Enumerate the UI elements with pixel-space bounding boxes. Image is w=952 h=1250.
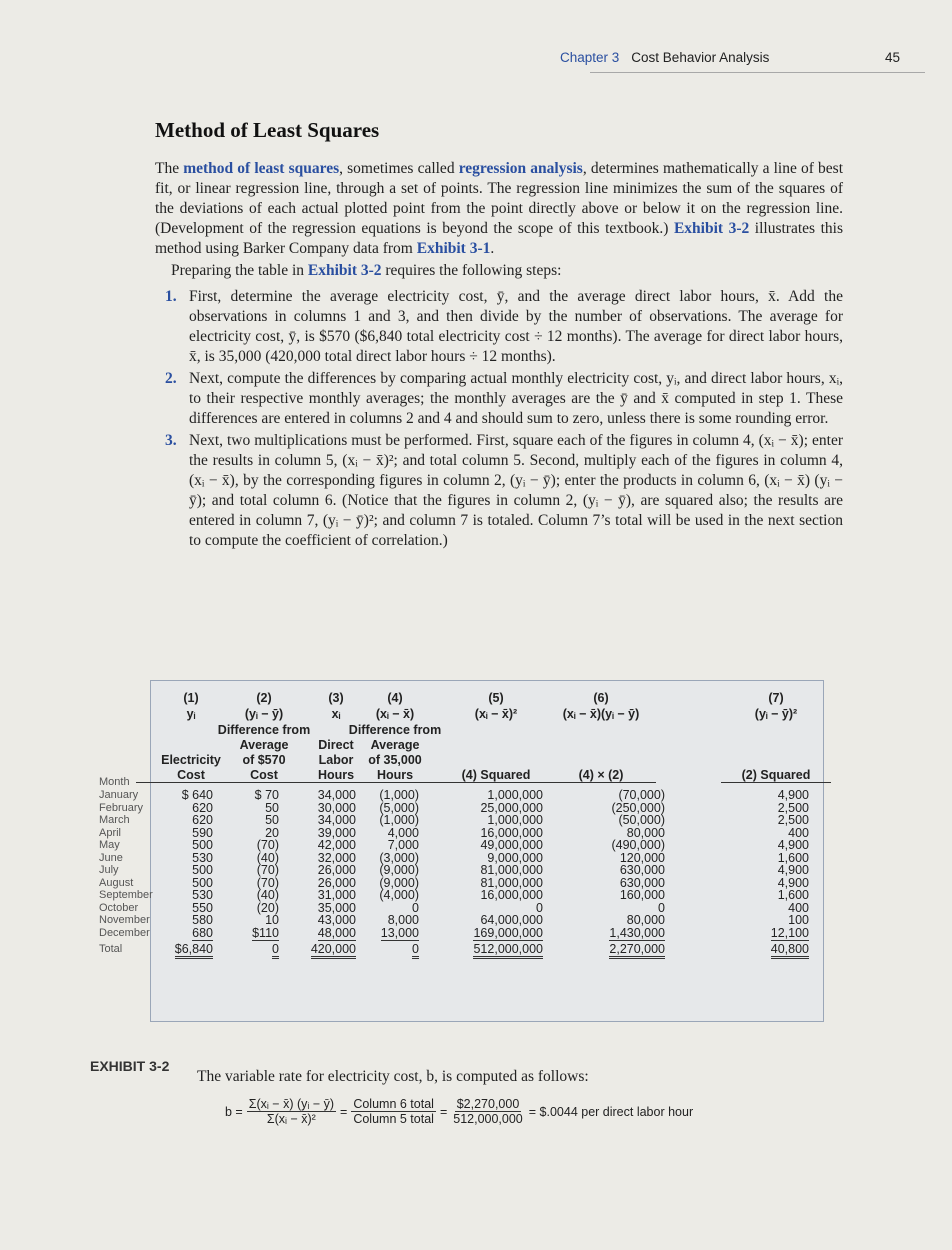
table-cell: 12,100	[770, 925, 809, 940]
month-label: March	[99, 814, 130, 826]
exhibit-table	[99, 680, 824, 1022]
formula-fraction-1: $\frac{\text{Σ(xᵢ − x̄) (yᵢ − ȳ)}}{\text{Σ(xᵢ − x̄)²}}$	[248, 1097, 335, 1126]
steps-intro: Preparing the table in Exhibit 3-2 requires the following steps:	[171, 262, 562, 279]
table-cell: 10	[265, 913, 279, 927]
term-regression: regression analysis	[458, 160, 583, 177]
column-symbol: (xᵢ − x̄)(yᵢ − ȳ)	[562, 707, 640, 721]
table-cell: (70)	[256, 838, 279, 852]
table-cell: 590	[192, 825, 213, 840]
table-cell: (3,000)	[379, 850, 419, 865]
chapter-label: Chapter 3	[560, 50, 620, 65]
chapter-title: Cost Behavior Analysis	[631, 50, 770, 65]
column-header-line: Cost	[209, 768, 319, 783]
table-cell: 4,900	[777, 875, 809, 890]
table-cell: 32,000	[317, 850, 356, 865]
page-number: 45	[884, 50, 900, 65]
column-header-line: of $570	[242, 753, 286, 767]
table-cell: 64,000,000	[480, 913, 543, 927]
table-cell: 0	[412, 900, 419, 915]
column-header-line: Average	[239, 738, 289, 752]
column-header-line: of 35,000	[368, 753, 422, 767]
month-label: June	[99, 851, 123, 864]
column-symbol: (xᵢ − x̄)²	[474, 707, 518, 721]
table-cell: 81,000,000	[480, 875, 543, 890]
exhibit-ref: Exhibit 3-2	[673, 220, 750, 237]
table-cell: (40)	[256, 850, 279, 865]
table-cell: 620	[192, 800, 213, 815]
section-content	[155, 118, 843, 553]
step-item: 1. First, determine the average electricity cost, ȳ, and the average direct labor hours, x̄. Add the observations in columns 1 and 3, and then divide by the number of observations. The average for electricity cost, ȳ, is $570 ($6,840 total electricity cost ÷ 12 months). The average for direct labor hours, x̄, is 35,000 (420,000 total direct labor hours ÷ 12 months).	[165, 288, 843, 365]
column-symbol: (xᵢ − x̄)	[375, 707, 415, 721]
table-total: 512,000,000	[473, 942, 543, 959]
table-cell: 1,600	[777, 850, 809, 865]
column-symbol: (yᵢ − ȳ)²	[754, 707, 798, 721]
table-cell: 1,000,000	[487, 788, 543, 802]
table-cell: 16,000,000	[480, 888, 543, 902]
column-header-line: Hours	[281, 768, 391, 783]
table-cell: 530	[192, 888, 213, 902]
month-header: Month	[99, 776, 130, 788]
table-cell: 34,000	[317, 788, 356, 802]
steps-list	[155, 287, 843, 551]
rate-text: The variable rate for electricity cost, b, is computed as follows:	[197, 1068, 589, 1085]
column-number: (6)	[593, 691, 609, 705]
table-cell: 120,000	[619, 850, 665, 865]
table-cell: 81,000,000	[480, 863, 543, 877]
table-cell: (5,000)	[379, 800, 419, 815]
running-header	[560, 50, 900, 65]
table-cell: 30,000	[317, 800, 356, 815]
table-cell: (1,000)	[379, 813, 419, 827]
table-cell: 500	[192, 875, 213, 890]
table-cell: (20)	[256, 900, 279, 915]
table-cell: 25,000,000	[480, 800, 543, 815]
table-cell: 26,000	[317, 863, 356, 877]
formula-fraction-2: $\frac{\text{Column 6 total}}{\text{Column 5 total}}$	[353, 1097, 434, 1126]
step-item: 2. Next, compute the differences by comparing actual monthly electricity cost, yᵢ, and direct labor hours, xᵢ, to their respective monthly averages; the monthly averages are the ȳ and x̄ computed in step 1. These differences are entered in columns 2 and 4 and should sum to zero, unless there is some rounding error.	[165, 370, 843, 427]
table-cell: 80,000	[626, 913, 665, 927]
table-cell: 43,000	[317, 913, 356, 927]
table-cell: 400	[788, 825, 809, 840]
column-header-line: (4) × (2)	[546, 768, 656, 783]
exhibit-ref: Exhibit 3-1	[416, 240, 491, 257]
table-cell: 630,000	[619, 863, 665, 877]
table-cell: 4,000	[387, 825, 419, 840]
table-cell: 500	[192, 863, 213, 877]
table-cell: 13,000	[380, 925, 419, 940]
column-number: (5)	[488, 691, 504, 705]
table-total: 40,800	[771, 942, 809, 959]
table-cell: 1,000,000	[487, 813, 543, 827]
month-label: August	[99, 876, 134, 889]
table-cell: 1,600	[777, 888, 809, 902]
month-label: Total	[99, 943, 123, 955]
table-cell: (1,000)	[379, 788, 419, 802]
table-cell: 26,000	[317, 875, 356, 890]
column-number: (7)	[768, 691, 784, 705]
table-total: 2,270,000	[609, 942, 665, 959]
table-cell: (70)	[256, 875, 279, 890]
table-cell: 7,000	[387, 838, 419, 852]
intro-paragraph: The method of least squares, sometimes called regression analysis, determines mathematically a line of best fit, or linear regression line, through a set of points. The regression line minimizes the sum of the squares of the deviations of each actual plotted point from the point directly above or below it on the regression line. (Development of the regression equations is beyond the scope of this textbook.) Exhibit 3-2 illustrates this method using Barker Company data from Exhibit 3-1.	[155, 160, 843, 257]
table-cell: (9,000)	[379, 875, 419, 890]
table-cell: $110	[252, 925, 279, 940]
table-cell: (9,000)	[379, 863, 419, 877]
table-cell: 35,000	[317, 900, 356, 915]
exhibit-ref: Exhibit 3-2	[307, 262, 382, 279]
table-cell: 31,000	[317, 888, 356, 902]
month-labels	[11, 776, 153, 956]
table-cell: 39,000	[317, 825, 356, 840]
formula-b: b =	[225, 1104, 243, 1119]
table-total: 420,000	[311, 942, 356, 959]
column-number: (3)	[328, 691, 344, 705]
table-cell: (4,000)	[379, 888, 419, 902]
table-total: 0	[272, 942, 279, 959]
table-cell: 530	[192, 850, 213, 865]
month-label: September	[99, 889, 153, 901]
table-cell: 100	[788, 913, 809, 927]
table-columns	[99, 681, 823, 1021]
table-cell: $ 640	[181, 788, 213, 802]
table-cell: 2,500	[777, 813, 809, 827]
column-symbol: xᵢ	[331, 707, 341, 721]
column-symbol: yᵢ	[186, 707, 196, 721]
column-header-line: Average	[370, 738, 420, 752]
month-label: April	[99, 826, 122, 839]
table-cell: $ 70	[254, 788, 279, 802]
column-number: (1)	[183, 691, 199, 705]
table-cell: 49,000,000	[480, 838, 543, 852]
column-header-line: Hours	[340, 768, 450, 783]
table-cell: 16,000,000	[480, 825, 543, 840]
table-cell: 4,900	[777, 838, 809, 852]
table-cell: (50,000)	[618, 813, 665, 827]
month-label: October	[99, 901, 139, 914]
table-cell: 580	[192, 913, 213, 927]
table-cell: 4,900	[777, 863, 809, 877]
table-cell: 48,000	[317, 925, 356, 940]
exhibit-label: EXHIBIT 3-2	[90, 1058, 170, 1074]
column-header-line: (2) Squared	[721, 768, 831, 783]
column-header-line: Direct	[318, 738, 354, 752]
table-cell: (70,000)	[618, 788, 665, 802]
column-number: (4)	[387, 691, 403, 705]
column-header-line: Electricity	[161, 753, 221, 767]
column-header-line: Difference from	[217, 723, 311, 737]
month-label: July	[99, 864, 119, 876]
table-cell: 42,000	[317, 838, 356, 852]
table-cell: 0	[536, 900, 543, 915]
table-cell: 550	[192, 900, 213, 915]
table-cell: 4,900	[777, 788, 809, 802]
table-total: 0	[412, 942, 419, 959]
month-label: November	[99, 914, 150, 926]
table-cell: 630,000	[619, 875, 665, 890]
step-item: 3. Next, two multiplications must be performed. First, square each of the figures in column 4, (xᵢ − x̄); enter the results in column 5, (xᵢ − x̄)²; and total column 5. Second, multiply each of the figures in column 4, (xᵢ − x̄), by the corresponding figures in column 2, (yᵢ − ȳ); enter the products in column 6, (xᵢ − x̄) (yᵢ − ȳ); and total column 6. (Notice that the figures in column 2, (yᵢ − ȳ), are squared also; the results are entered in column 7, (yᵢ − ȳ)²; and column 7 is totaled. Column 7’s total will be used in the next section to compute the coefficient of correlation.)	[165, 432, 843, 549]
section-heading: Method of Least Squares	[155, 118, 380, 142]
table-cell: 400	[788, 900, 809, 915]
table-cell: 160,000	[619, 888, 665, 902]
column-header-line: Labor	[318, 753, 354, 767]
table-cell: (70)	[256, 863, 279, 877]
month-label: January	[99, 789, 139, 801]
table-cell: 1,430,000	[609, 925, 665, 940]
column-number: (2)	[256, 691, 272, 705]
table-cell: 80,000	[626, 825, 665, 840]
table-cell: 500	[192, 838, 213, 852]
column-header-line: Difference from	[348, 723, 442, 737]
table-cell: (490,000)	[611, 838, 665, 852]
term-least-squares: method of least squares	[183, 160, 340, 177]
table-cell: 169,000,000	[473, 925, 543, 940]
month-label: December	[99, 926, 150, 939]
column-symbol: (yᵢ − ȳ)	[244, 707, 284, 721]
formula-fraction-3: $\frac{\$2,270,000}{512,000,000}$	[453, 1097, 523, 1126]
table-cell: 50	[265, 800, 279, 815]
table-cell: (250,000)	[611, 800, 665, 815]
table-cell: 20	[265, 825, 279, 840]
header-rule	[590, 72, 925, 73]
column-header-line: (4) Squared	[441, 768, 551, 783]
table-cell: 0	[658, 900, 665, 915]
month-label: May	[99, 839, 120, 851]
table-cell: (40)	[256, 888, 279, 902]
table-total: $6,840	[175, 942, 213, 959]
table-cell: 34,000	[317, 813, 356, 827]
table-cell: 680	[192, 925, 213, 940]
table-cell: 8,000	[387, 913, 419, 927]
table-cell: 620	[192, 813, 213, 827]
formula-result: = $.0044 per direct labor hour	[528, 1104, 694, 1119]
month-label: February	[99, 801, 144, 814]
table-cell: 50	[265, 813, 279, 827]
variable-rate-formula: b = $\frac{\text{Σ(xᵢ − x̄) (yᵢ − ȳ)}}{\text{Σ(xᵢ − x̄)²}}$ = $\frac{\text{Column 6 total}}{\text{Column 5 total}}$ = $\frac{\$2,270,000}{512,000,000}$ = $.0044 per direct labor hour	[225, 1097, 694, 1126]
table-cell: 2,500	[777, 800, 809, 815]
table-cell: 9,000,000	[487, 850, 543, 865]
column-header-line: Cost	[136, 768, 246, 783]
